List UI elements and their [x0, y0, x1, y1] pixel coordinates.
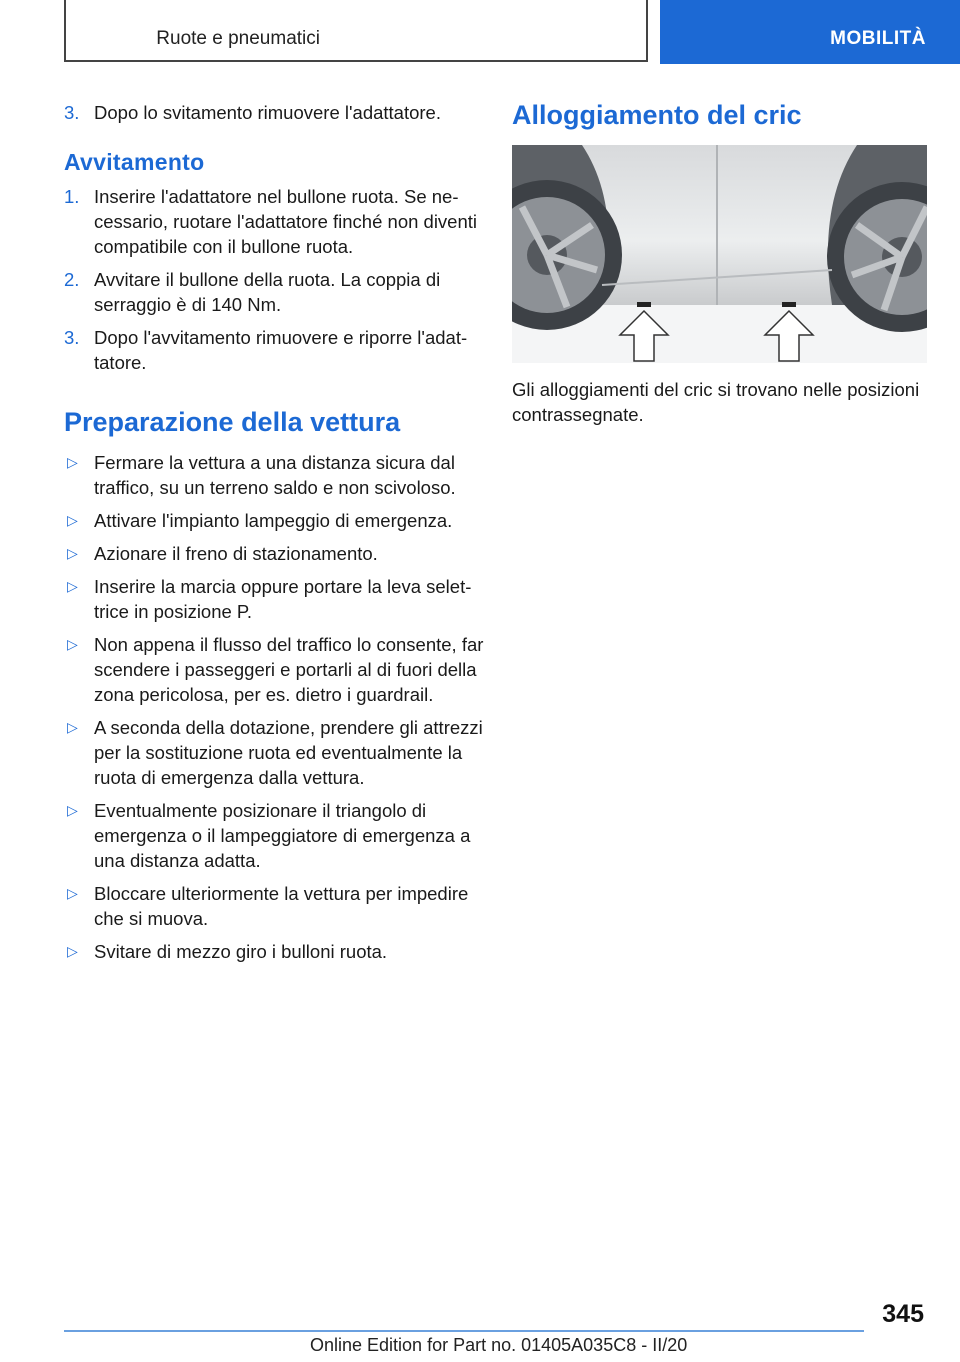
- list-item-text: Non appena il flusso del traffico lo consente, far scendere i passeggeri e portarli al di fuori della zona pericolosa, per es. dietro i guardrail.: [94, 634, 484, 705]
- list-item: [64, 939, 484, 964]
- list-item: [64, 632, 484, 707]
- list-item-text: Attivare l'impianto lampeggio di emergenza.: [94, 510, 453, 531]
- step-number: 3.: [64, 327, 80, 348]
- list-item: [64, 184, 484, 259]
- list-item: [64, 574, 484, 624]
- right-column: [512, 100, 932, 427]
- step-text: Dopo lo svitamento rimuovere l'adattatore.: [94, 102, 441, 123]
- header-chapter-tab[interactable]: [660, 0, 960, 64]
- list-item-text: Fermare la vettura a una distanza sicura dal traffico, su un terreno saldo e non scivoloso.: [94, 452, 456, 498]
- step-number: 1.: [64, 186, 80, 207]
- list-item: [64, 881, 484, 931]
- step-text: Dopo l'avvitamento rimuovere e riporre l'adattatore.: [94, 327, 468, 373]
- list-item-text: Bloccare ulteriormente la vettura per impedire che si muova.: [94, 883, 469, 929]
- list-item: [64, 798, 484, 873]
- triangle-bullet-icon: ▷: [67, 636, 78, 652]
- list-item: [64, 508, 484, 533]
- list-item-text: Eventualmente posizionare il triangolo di emergenza o il lampeggiatore di emergenza a una distanza adatta.: [94, 800, 471, 871]
- car-side-image: [512, 145, 927, 363]
- step-text: Inserire l'adattatore nel bullone ruota. Se necessario, ruotare l'adattatore finché non diventi compatibile con il bullone ruota.: [94, 186, 478, 257]
- list-item: [64, 715, 484, 790]
- list-item-text: Azionare il freno di stazionamento.: [94, 543, 378, 564]
- list-item-text: Inserire la marcia oppure portare la leva selettrice in posizione P.: [94, 576, 472, 622]
- triangle-bullet-icon: ▷: [67, 802, 78, 818]
- triangle-bullet-icon: ▷: [67, 719, 78, 735]
- list-item-text: Svitare di mezzo giro i bulloni ruota.: [94, 941, 388, 962]
- list-item: [64, 325, 484, 375]
- jack-points-illustration: [512, 145, 927, 363]
- triangle-bullet-icon: ▷: [67, 578, 78, 594]
- list-item-text: A seconda della dotazione, prendere gli attrezzi per la sostituzione ruota ed eventualmente la ruota di emergenza dalla vettura.: [94, 717, 483, 788]
- triangle-bullet-icon: ▷: [67, 512, 78, 528]
- list-item: [64, 267, 484, 317]
- step-number: 3.: [64, 102, 80, 123]
- header-chapter-label: MOBILITÀ: [830, 28, 926, 49]
- triangle-bullet-icon: ▷: [67, 454, 78, 470]
- left-column: [64, 100, 484, 972]
- triangle-bullet-icon: ▷: [67, 943, 78, 959]
- list-item: [64, 450, 484, 500]
- triangle-bullet-icon: ▷: [67, 545, 78, 561]
- step-number: 2.: [64, 269, 80, 290]
- footer-edition-text: Online Edition for Part no. 01405A035C8 - II/20: [310, 1335, 688, 1355]
- section-heading: Preparazione della vettura: [64, 407, 401, 437]
- list-item: [64, 100, 484, 125]
- page-number: 345: [882, 1300, 924, 1328]
- subsection-heading: Avvitamento: [64, 149, 205, 175]
- list-item: [64, 541, 484, 566]
- triangle-bullet-icon: ▷: [67, 885, 78, 901]
- section-heading: Alloggiamento del cric: [512, 100, 802, 130]
- image-caption: Gli alloggiamenti del cric si trovano nelle posizioni contrassegnate.: [512, 379, 920, 425]
- header-section-title: Ruote e pneumatici: [156, 28, 320, 49]
- step-text: Avvitare il bullone della ruota. La coppia di serraggio è di 140 Nm.: [94, 269, 441, 315]
- footer-divider: [64, 1330, 864, 1332]
- header-frame: [64, 0, 648, 62]
